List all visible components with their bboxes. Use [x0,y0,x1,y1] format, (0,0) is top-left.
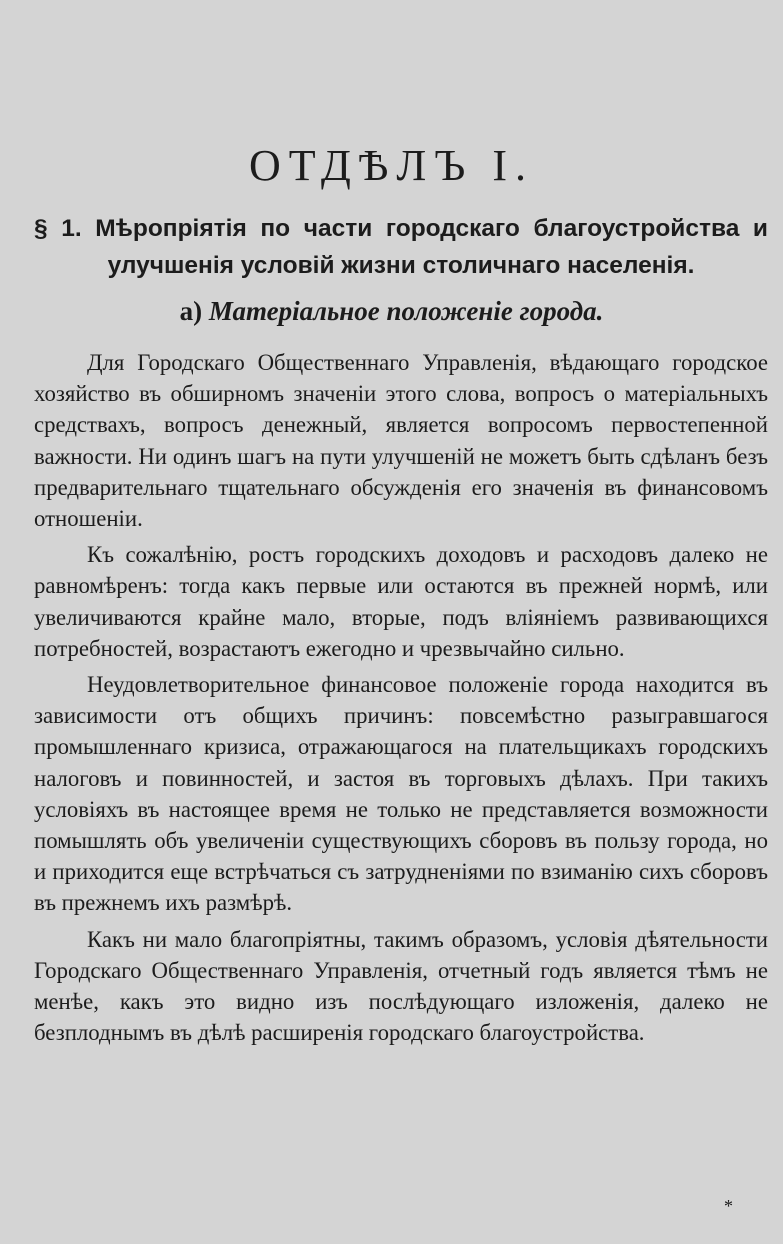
paragraph: Какъ ни мало благопріятны, такимъ образомъ, условія дѣятельности Городскаго Общественнаго Управленія, отчетный годъ является тѣмъ не менѣе, какъ это видно изъ послѣдующаго изложенія, далеко не безплоднымъ въ дѣлѣ расширенія городскаго благоустройства. [34,926,768,1046]
subsection-heading: § 1. Мѣропріятія по части городскаго благоустройства и улучшенія условій жизни столичнаго населенія. [34,215,768,279]
paragraph: Для Городскаго Общественнаго Управленія, вѣдающаго городское хозяйство въ обширномъ значеніи этого слова, вопросъ о матеріальныхъ средствахъ, вопросъ денежный, является вопросомъ первостепенной важности. Ни одинъ шагъ на пути улучшеній не можетъ быть сдѣланъ безъ предварительнаго тщательнаго обсужденія его значенія въ финансовомъ отношеніи. [34,350,768,532]
sub-heading-title: Матеріальное положеніе города. [208,296,604,326]
paragraph: Къ сожалѣнію, ростъ городскихъ доходовъ и расходовъ далеко не равномѣренъ: тогда какъ первые или остаются въ прежней нормѣ, или увеличиваются крайне мало, вторые, подъ вліяніемъ развивающихся потребностей, возрастаютъ ежегодно и чрезвычайно сильно. [34,542,768,661]
sub-heading-marker: а) [179,296,203,326]
signature-mark: * [724,1196,733,1216]
section-title: ОТДѢЛЪ I. [249,141,534,190]
paragraph: Неудовлетворительное финансовое положеніе города находится въ зависимости отъ общихъ причинъ: повсемѣстно разыгравшагося промышленнаго кризиса, отражающагося на плательщикахъ городскихъ налоговъ и повинностей, и застоя въ торговыхъ дѣлахъ. При такихъ условіяхъ въ настоящее время не только не представляется возможности помышлять объ увеличеніи существующихъ сборовъ въ пользу города, но и приходится еще встрѣчаться съ затрудненіями по взиманію сихъ сборовъ въ прежнемъ ихъ размѣрѣ. [34,672,768,916]
sub-heading [0,296,783,327]
body-text [34,347,768,1053]
